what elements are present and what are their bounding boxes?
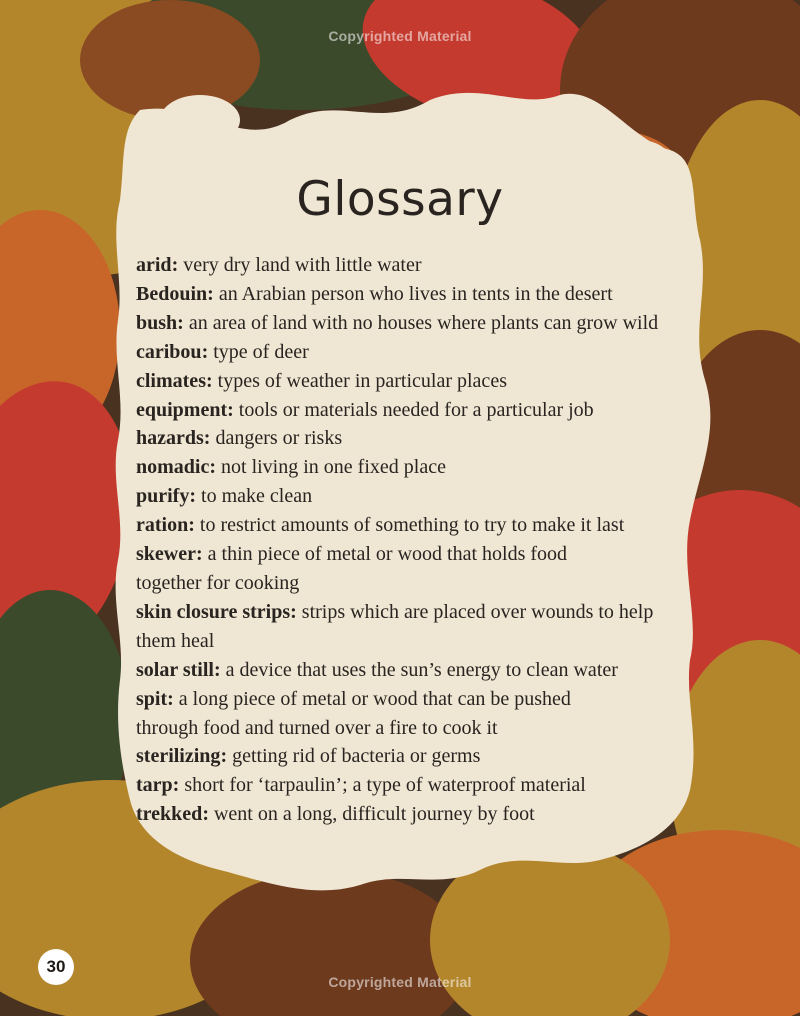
glossary-term: purify — [136, 485, 190, 508]
glossary-definition: short for ‘tarpaulin’; a type of waterproof material — [184, 774, 586, 797]
glossary-entry: solar still: a device that uses the sun’s energy to clean water — [136, 658, 618, 681]
glossary-term: ration — [136, 514, 189, 537]
watermark-top: Copyrighted Material — [328, 28, 472, 44]
glossary-definition: strips which are placed over wounds to help them heal — [136, 600, 654, 652]
glossary-definition: not living in one fixed place — [221, 456, 446, 479]
glossary-term: tarp — [136, 774, 173, 797]
glossary-definition: to restrict amounts of something to try to make it last — [199, 514, 625, 537]
glossary-definition: type of deer — [213, 340, 309, 363]
glossary-term: equipment — [136, 398, 228, 421]
glossary-definition: dangers or risks — [215, 427, 343, 450]
glossary-definition: a long piece of metal or wood that can be pushed through food and turned over a fire to cook it — [136, 687, 571, 739]
glossary-definition: getting rid of bacteria or germs — [232, 745, 481, 768]
glossary-entry: skewer: a thin piece of metal or wood that holds food together for cooking — [136, 543, 568, 594]
glossary-list — [136, 251, 676, 829]
glossary-term: bush — [136, 311, 178, 334]
glossary-definition: an Arabian person who lives in tents in the desert — [218, 282, 613, 305]
glossary-entry: purify: to make clean — [136, 485, 313, 508]
glossary-term: arid — [136, 254, 172, 276]
glossary-term: sterilizing — [136, 745, 221, 768]
glossary-entry: caribou: type of deer — [136, 340, 309, 363]
glossary-entry: bush: an area of land with no houses where plants can grow wild — [136, 311, 659, 334]
glossary-definition: went on a long, difficult journey by foot — [213, 803, 535, 826]
glossary-entry: skin closure strips: strips which are placed over wounds to help them heal — [136, 600, 654, 652]
glossary-definition: very dry land with little water — [183, 254, 422, 276]
page-title: Glossary — [296, 172, 504, 227]
page-number-badge: 30 — [38, 949, 74, 985]
glossary-entry: nomadic: not living in one fixed place — [136, 456, 446, 479]
glossary-entry: climates: types of weather in particular places — [136, 369, 507, 392]
glossary-term: climates — [136, 369, 206, 392]
glossary-entry: Bedouin: an Arabian person who lives in tents in the desert — [136, 282, 613, 305]
glossary-definition: an area of land with no houses where plants can grow wild — [188, 311, 659, 334]
glossary-entry: trekked: went on a long, difficult journey by foot — [136, 803, 535, 826]
glossary-term: solar still — [136, 658, 214, 681]
glossary-term: trekked — [136, 803, 203, 826]
glossary-definition: a device that uses the sun’s energy to clean water — [225, 658, 618, 681]
glossary-definition: types of weather in particular places — [217, 369, 507, 392]
glossary-term: skin closure strips — [136, 600, 291, 623]
glossary-term: Bedouin — [136, 282, 208, 305]
glossary-entry: spit: a long piece of metal or wood that can be pushed through food and turned over a fire to cook it — [136, 687, 571, 739]
glossary-term: nomadic — [136, 456, 210, 479]
glossary-term: spit — [136, 687, 168, 710]
glossary-entry: equipment: tools or materials needed for a particular job — [136, 398, 594, 421]
glossary-entry: hazards: dangers or risks — [136, 427, 343, 450]
glossary-term: caribou — [136, 340, 202, 363]
glossary-entry: sterilizing: getting rid of bacteria or germs — [136, 745, 481, 768]
glossary-entry: ration: to restrict amounts of something to try to make it last — [136, 514, 625, 537]
glossary-definition: to make clean — [201, 485, 313, 508]
glossary-definition: tools or materials needed for a particular job — [238, 398, 594, 421]
glossary-term: hazards — [136, 427, 204, 450]
glossary-entry: arid: very dry land with little water — [136, 254, 422, 276]
glossary-definition: a thin piece of metal or wood that holds food together for cooking — [136, 543, 568, 594]
glossary-term: skewer — [136, 543, 196, 566]
watermark-bottom: Copyrighted Material — [328, 974, 472, 990]
glossary-entry: tarp: short for ‘tarpaulin’; a type of waterproof material — [136, 774, 586, 797]
